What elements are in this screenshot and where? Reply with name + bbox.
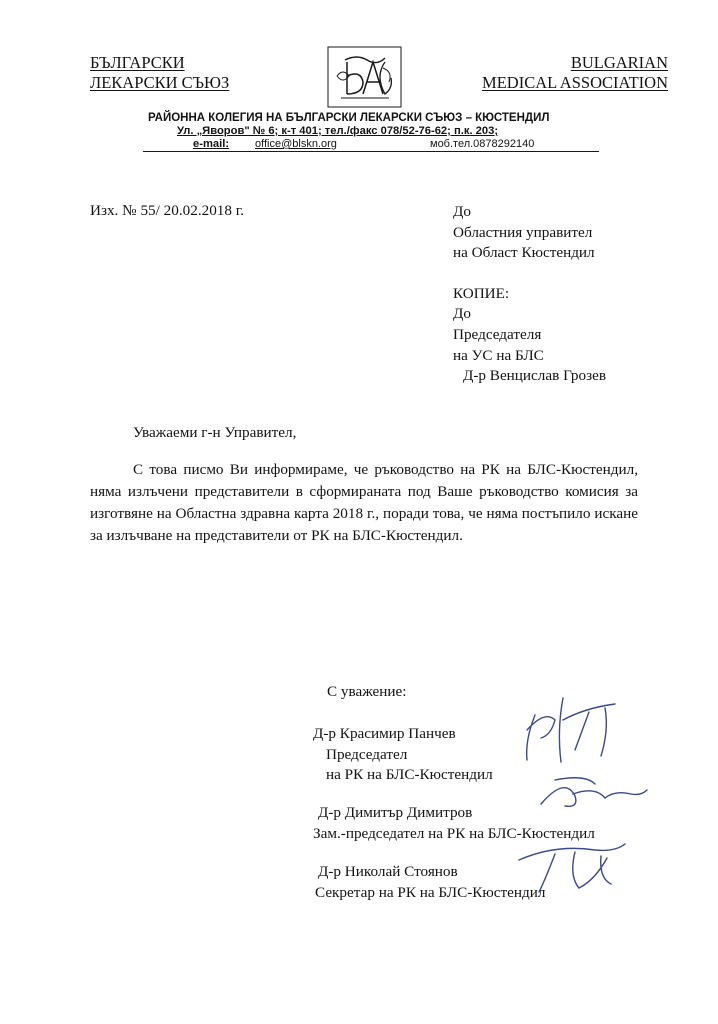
copy-line3: Д-р Венцислав Грозев [463, 367, 607, 385]
letterhead-left [90, 53, 229, 93]
copy-line1: Председателя [453, 325, 542, 343]
email-link[interactable]: office@blskn.org [255, 138, 337, 150]
signature-1 [505, 690, 645, 770]
signatory-1 [313, 724, 493, 786]
letterhead-left-line1: БЪЛГАРСКИ [90, 53, 185, 72]
signatory-3 [315, 862, 546, 903]
email-label: e-mail: [193, 138, 230, 150]
letterhead-right-line1: BULGARIAN [570, 53, 668, 72]
signatory-role: Зам.-председател на РК на БЛС-Кюстендил [313, 824, 595, 842]
recipient-line1: Областния управител [453, 223, 593, 241]
signatory-role: на РК на БЛС-Кюстендил [326, 766, 493, 783]
outgoing-reference: Изх. № 55/ 20.02.2018 г. [90, 202, 245, 219]
association-logo [327, 46, 402, 108]
greeting: Уважаеми г-н Управител, [133, 424, 297, 441]
signature-3 [515, 830, 635, 900]
copies-label: КОПИЕ: [453, 284, 510, 302]
signatory-name: Д-р Красимир Панчев [313, 725, 456, 742]
signatory-role: Председател [326, 745, 408, 763]
recipient-to: До [453, 203, 471, 220]
signatory-name: Д-р Димитър Димитров [318, 804, 473, 821]
copy-to: До [453, 305, 471, 323]
signatory-name: Д-р Николай Стоянов [318, 863, 458, 880]
copy-line2: на УС на БЛС [453, 346, 544, 364]
closing: С уважение: [327, 683, 407, 700]
letterhead-right-line2: MEDICAL ASSOCIATION [482, 73, 668, 92]
letter-body: С това писмо Ви информираме, че ръководство на РК на БЛС-Кюстендил, няма излъчени представители в сформираната под Ваше ръководство комисия за изготвяне на Областна здравна карта 2018 г., поради това, че няма постъпило искане за излъчване на представители от РК на БЛС-Кюстендил. [90, 461, 638, 544]
signature-2 [535, 768, 655, 818]
letterhead-left-line2: ЛЕКАРСКИ СЪЮЗ [90, 73, 230, 92]
recipient-line2: на Област Кюстендил [453, 244, 595, 262]
mobile-phone: моб.тел.0878292140 [430, 138, 535, 150]
college-name: РАЙОННА КОЛЕГИЯ НА БЪЛГАРСКИ ЛЕКАРСКИ СЪЮЗ – КЮСТЕНДИЛ [148, 112, 550, 124]
signatory-role: Секретар на РК на БЛС-Кюстендил [315, 883, 546, 901]
college-address: Ул. „Яворов" № 6; к-т 401; тел./факс 078/52-76-62; п.к. 203; [177, 125, 499, 137]
recipient-block [453, 202, 606, 387]
letterhead-right [482, 53, 668, 93]
